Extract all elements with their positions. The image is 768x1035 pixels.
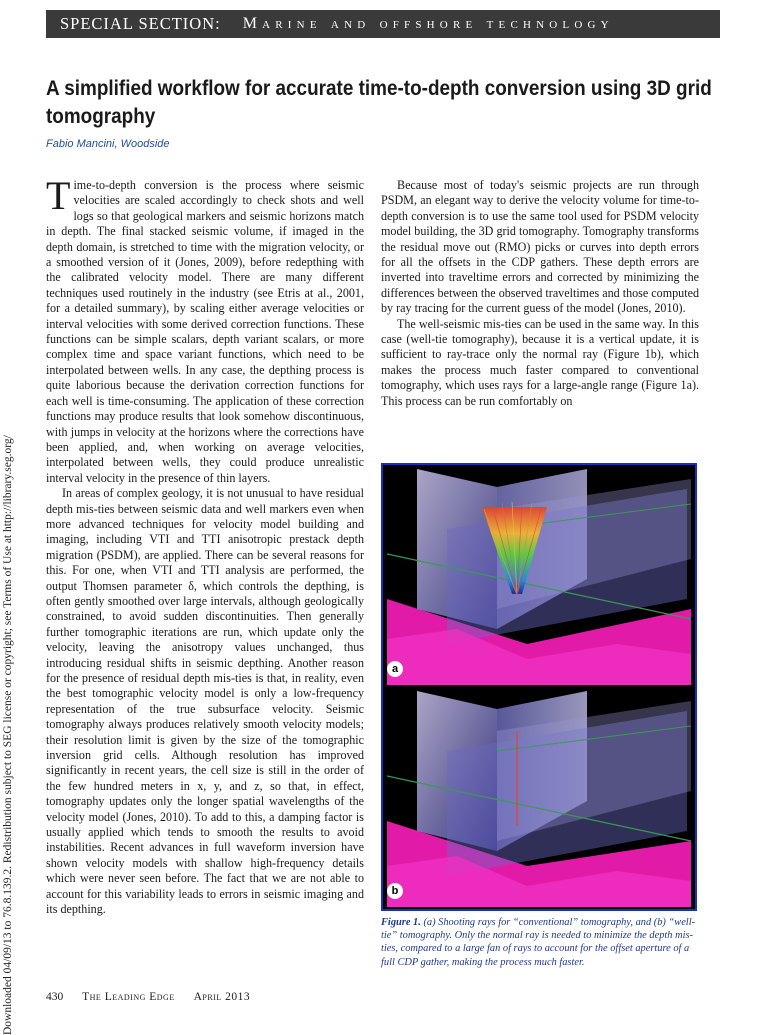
- issue-date: April 2013: [193, 991, 251, 1003]
- right-column: [381, 178, 699, 409]
- section-topic: Marine and offshore technology: [242, 15, 614, 32]
- article-title: A simplified workflow for accurate time-to-depth conversion using 3D grid tomography: [46, 76, 712, 128]
- paragraph-4: The well-seismic mis-ties can be used in the same way. In this case (well-tie tomography), because it is a vertical update, it is sufficient to ray-trace only the normal ray (Figure 1b), which makes the process much faster compared to conventional tomography, which uses rays for a large-angle range (Figure 1a). This process can be run comfortably on: [381, 316, 699, 408]
- paragraph-2: In areas of complex geology, it is not unusual to have residual depth mis-ties between seismic data and well markers even when more advanced techniques for velocity model building and imaging, including VTI and TTI anisotropic prestack depth migration (PSDM), are applied. There can be several reasons for this. For one, when VTI and TTI analysis are performed, the output Thomsen parameter δ, which controls the depthing, is often gently smoothed over large intervals, although geologically constrained, to avoid sudden discontinuities. Then generally further tomographic iterations are run, which update only the velocity, leaving the anisotropy values unchanged, thus introducing residual shifts in seismic depthing. Another reason for the presence of residual depth mis-ties is that, in reality, even the best tomographic velocity model is only a low-frequency representation of the true subsurface velocity. Seismic tomography always produces relatively smooth velocity models; their resolution limit is given by the size of the tomographic inversion grid cells. Although resolution has improved significantly in recent years, the cell size is still in the order of the few hundred meters in x, y, and z, so that, in effect, tomography updates only the longer spatial wavelengths of the velocity model (Jones, 2010). To add to this, a damping factor is usually applied which tends to smooth the results to avoid instabilities. Recent advances in full waveform inversion have shown velocity models with shallow high-frequency details which were never seen before. The fact that we are not able to account for this variability leads to errors in seismic imaging and its depthing.: [46, 486, 364, 917]
- paragraph-1: [46, 173, 364, 486]
- page-number: 430: [46, 991, 64, 1003]
- section-banner: [46, 10, 720, 38]
- author-byline: Fabio Mancini, Woodside: [46, 138, 170, 150]
- panel-a-label: a: [387, 661, 403, 677]
- figure-1: [381, 463, 697, 911]
- caption-lead: Figure 1.: [381, 917, 421, 928]
- caption-text: (a) Shooting rays for “conventional” tomography, and (b) “well-tie” tomography. Only the normal ray is needed to minimize the depth mis-ties, compared to a large fan of rays to account for the offset aperture of a full CDP gather, making the process much faster.: [381, 917, 696, 968]
- journal-name: The Leading Edge: [82, 991, 175, 1003]
- drop-cap: T: [46, 173, 71, 218]
- section-label: SPECIAL SECTION:: [60, 14, 221, 33]
- download-notice: Downloaded 04/09/13 to 76.8.139.2. Redistribution subject to SEG license or copyright; see Terms of Use at http://library.seg.org/: [2, 435, 14, 1035]
- panel-b-label: b: [387, 883, 403, 899]
- paragraph-1-text: ime-to-depth conversion is the process where seismic velocities are scaled accordingly to check shots and well logs so that geological markers and seismic horizons match in depth. The final stacked seismic volume, if imaged in the depth domain, is stretched to time with the migration velocity, or a smoothed version of it (Jones, 2009), before redepthing with the calibrated velocity model. There are many different techniques used routinely in the industry (see Etris at al., 2001, for a detailed summary), by scaling either average velocities or interval velocities with some derived correction functions. These functions can be simple scalars, depth variant scalars, or more complex time and space variant functions, which need to be interpolated between wells. In any case, the depthing process is quite laborious because the derivation correction functions for each well is time-consuming. The application of these correction functions may produce results that look somehow discontinuous, with jumps in velocity at the horizons where the corrections have been applied, and, when working on average velocities, interpolated between wells, they could produce unrealistic interval velocity in the presence of thin layers.: [46, 178, 364, 485]
- figure-panel-b: [387, 691, 691, 907]
- figure-caption: [381, 916, 701, 969]
- page-footer: [46, 991, 266, 1003]
- left-column: [46, 173, 364, 918]
- paragraph-3: Because most of today's seismic projects are run through PSDM, an elegant way to derive the velocity volume for time-to-depth conversion is to use the same tool used for PSDM velocity model building, the 3D grid tomography. Tomography transforms the residual move out (RMO) picks or curves into depth errors for all the offsets in the CDP gathers. These depth errors are inverted into traveltime errors and corrected by minimizing the differences between the observed traveltimes and those computed by ray tracing for the current guess of the model (Jones, 2010).: [381, 178, 699, 316]
- figure-panel-a: [387, 469, 691, 685]
